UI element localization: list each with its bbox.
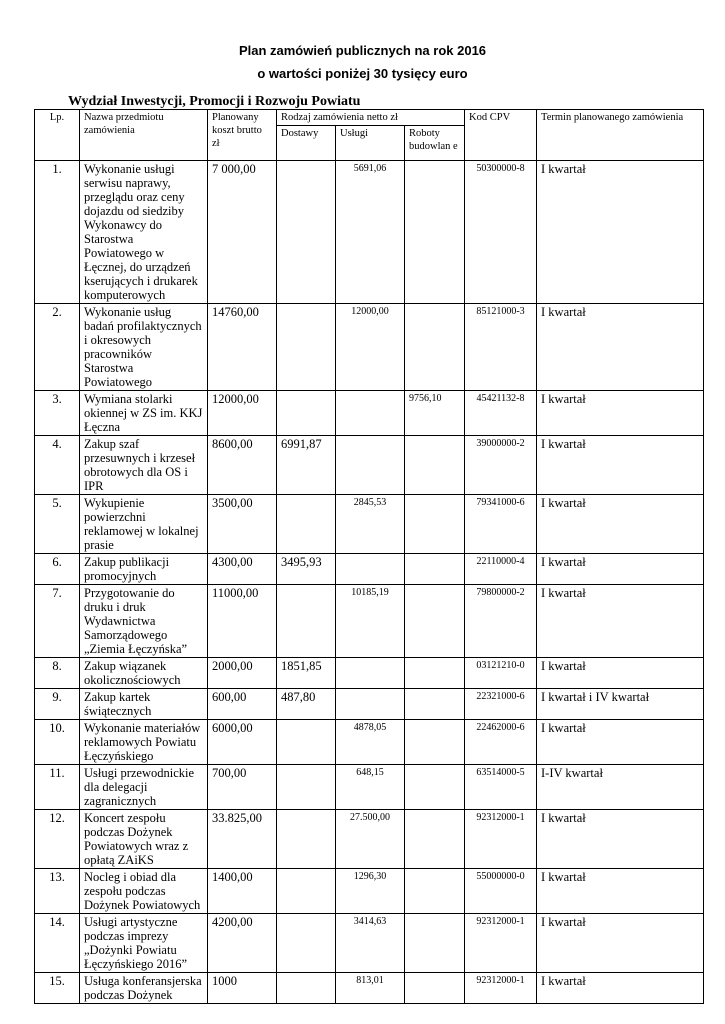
header-services: Usługi	[336, 126, 405, 161]
cell-name: Zakup publikacji promocyjnych	[80, 554, 208, 585]
cell-lp: 10.	[35, 720, 80, 765]
cell-services: 1296,30	[336, 869, 405, 914]
cell-name: Wymiana stolarki okiennej w ZS im. KKJ Łęczna	[80, 391, 208, 436]
table-row	[35, 585, 704, 658]
header-cost: Planowany koszt brutto zł	[208, 110, 277, 161]
cell-services: 27.500,00	[336, 810, 405, 869]
cell-cost: 1400,00	[208, 869, 277, 914]
cell-name: Wykonanie materiałów reklamowych Powiatu Łęczyńskiego	[80, 720, 208, 765]
cell-works	[405, 554, 465, 585]
cell-works	[405, 161, 465, 304]
cell-works	[405, 869, 465, 914]
cell-cost: 2000,00	[208, 658, 277, 689]
document-subtitle: o wartości poniżej 30 tysięcy euro	[257, 66, 468, 81]
cell-name: Zakup kartek świątecznych	[80, 689, 208, 720]
cell-services: 3414,63	[336, 914, 405, 973]
cell-cost: 8600,00	[208, 436, 277, 495]
cell-name: Przygotowanie do druku i druk Wydawnictwa Samorządowego „Ziemia Łęczyńska”	[80, 585, 208, 658]
cell-term: I kwartał	[537, 869, 704, 914]
cell-works	[405, 689, 465, 720]
header-term: Termin planowanego zamówienia	[537, 110, 704, 161]
cell-deliveries: 1851,85	[277, 658, 336, 689]
cell-lp: 12.	[35, 810, 80, 869]
cell-cost: 14760,00	[208, 304, 277, 391]
cell-deliveries: 6991,87	[277, 436, 336, 495]
cell-services: 813,01	[336, 973, 405, 1004]
header-lp: Lp.	[35, 110, 80, 161]
cell-works	[405, 658, 465, 689]
cell-term: I kwartał	[537, 914, 704, 973]
table-row	[35, 914, 704, 973]
cell-deliveries	[277, 810, 336, 869]
cell-lp: 15.	[35, 973, 80, 1004]
cell-term: I kwartał	[537, 391, 704, 436]
table-row	[35, 720, 704, 765]
cell-cpv: 50300000-8	[465, 161, 537, 304]
cell-cost: 3500,00	[208, 495, 277, 554]
cell-term: I kwartał	[537, 161, 704, 304]
table-row	[35, 973, 704, 1004]
cell-term: I kwartał	[537, 973, 704, 1004]
cell-services	[336, 391, 405, 436]
cell-cost: 11000,00	[208, 585, 277, 658]
table-row	[35, 304, 704, 391]
header-cpv: Kod CPV	[465, 110, 537, 161]
cell-cpv: 55000000-0	[465, 869, 537, 914]
cell-term: I kwartał	[537, 554, 704, 585]
procurement-plan-table	[34, 109, 704, 1004]
cell-cpv: 92312000-1	[465, 810, 537, 869]
cell-cpv: 22462000-6	[465, 720, 537, 765]
cell-name: Usługi przewodnickie dla delegacji zagranicznych	[80, 765, 208, 810]
cell-cost: 700,00	[208, 765, 277, 810]
cell-lp: 3.	[35, 391, 80, 436]
cell-works	[405, 914, 465, 973]
cell-services	[336, 436, 405, 495]
header-works: Roboty budowlan e	[405, 126, 465, 161]
cell-name: Zakup szaf przesuwnych i krzeseł obrotowych dla OS i IPR	[80, 436, 208, 495]
cell-cpv: 79341000-6	[465, 495, 537, 554]
cell-works	[405, 973, 465, 1004]
cell-services: 4878,05	[336, 720, 405, 765]
cell-deliveries	[277, 585, 336, 658]
cell-cpv: 85121000-3	[465, 304, 537, 391]
cell-services	[336, 689, 405, 720]
table-row	[35, 161, 704, 304]
table-row	[35, 554, 704, 585]
table-row	[35, 765, 704, 810]
cell-term: I-IV kwartał	[537, 765, 704, 810]
cell-name: Usługa konferansjerska podczas Dożynek	[80, 973, 208, 1004]
cell-deliveries	[277, 391, 336, 436]
cell-lp: 8.	[35, 658, 80, 689]
cell-services: 648,15	[336, 765, 405, 810]
cell-services: 2845,53	[336, 495, 405, 554]
cell-cpv: 45421132-8	[465, 391, 537, 436]
cell-term: I kwartał	[537, 436, 704, 495]
cell-cost: 12000,00	[208, 391, 277, 436]
cell-works	[405, 495, 465, 554]
cell-name: Wykonanie usług badań profilaktycznych i okresowych pracowników Starostwa Powiatowego	[80, 304, 208, 391]
cell-lp: 2.	[35, 304, 80, 391]
cell-deliveries	[277, 720, 336, 765]
cell-term: I kwartał	[537, 810, 704, 869]
cell-lp: 4.	[35, 436, 80, 495]
header-name: Nazwa przedmiotu zamówienia	[80, 110, 208, 161]
cell-works	[405, 765, 465, 810]
document-title: Plan zamówień publicznych na rok 2016	[238, 43, 487, 58]
cell-cpv: 03121210-0	[465, 658, 537, 689]
cell-name: Wykupienie powierzchni reklamowej w lokalnej prasie	[80, 495, 208, 554]
cell-deliveries	[277, 161, 336, 304]
cell-lp: 7.	[35, 585, 80, 658]
cell-works	[405, 585, 465, 658]
cell-deliveries	[277, 973, 336, 1004]
cell-cpv: 39000000-2	[465, 436, 537, 495]
cell-services	[336, 658, 405, 689]
cell-services: 12000,00	[336, 304, 405, 391]
department-heading: Wydział Inwestycji, Promocji i Rozwoju Powiatu	[68, 94, 361, 109]
cell-lp: 11.	[35, 765, 80, 810]
cell-lp: 9.	[35, 689, 80, 720]
cell-name: Wykonanie usługi serwisu naprawy, przeglądu oraz ceny dojazdu od siedziby Wykonawcy do Starostwa Powiatowego w Łęcznej, do urządzeń kserujących i drukarek komputerowych	[80, 161, 208, 304]
cell-cost: 4200,00	[208, 914, 277, 973]
cell-term: I kwartał i IV kwartał	[537, 689, 704, 720]
cell-term: I kwartał	[537, 585, 704, 658]
table-row	[35, 689, 704, 720]
cell-cost: 7 000,00	[208, 161, 277, 304]
cell-cpv: 22321000-6	[465, 689, 537, 720]
cell-deliveries	[277, 914, 336, 973]
cell-deliveries	[277, 765, 336, 810]
table-row	[35, 436, 704, 495]
cell-services: 10185,19	[336, 585, 405, 658]
cell-services	[336, 554, 405, 585]
cell-cpv: 22110000-4	[465, 554, 537, 585]
cell-cost: 33.825,00	[208, 810, 277, 869]
cell-lp: 5.	[35, 495, 80, 554]
cell-cpv: 92312000-1	[465, 914, 537, 973]
cell-cost: 1000	[208, 973, 277, 1004]
table-row	[35, 810, 704, 869]
cell-lp: 1.	[35, 161, 80, 304]
table-row	[35, 391, 704, 436]
cell-term: I kwartał	[537, 658, 704, 689]
cell-name: Nocleg i obiad dla zespołu podczas Dożynek Powiatowych	[80, 869, 208, 914]
cell-cpv: 63514000-5	[465, 765, 537, 810]
cell-lp: 14.	[35, 914, 80, 973]
cell-lp: 6.	[35, 554, 80, 585]
header-deliveries: Dostawy	[277, 126, 336, 161]
header-type-group: Rodzaj zamówienia netto zł	[277, 110, 465, 126]
cell-cpv: 79800000-2	[465, 585, 537, 658]
cell-deliveries	[277, 869, 336, 914]
cell-works	[405, 304, 465, 391]
cell-works: 9756,10	[405, 391, 465, 436]
cell-name: Zakup wiązanek okolicznościowych	[80, 658, 208, 689]
table-row	[35, 869, 704, 914]
cell-term: I kwartał	[537, 720, 704, 765]
cell-services: 5691,06	[336, 161, 405, 304]
cell-works	[405, 720, 465, 765]
table-row	[35, 658, 704, 689]
cell-cpv: 92312000-1	[465, 973, 537, 1004]
cell-cost: 6000,00	[208, 720, 277, 765]
cell-deliveries: 3495,93	[277, 554, 336, 585]
cell-name: Usługi artystyczne podczas imprezy „Dożynki Powiatu Łęczyńskiego 2016”	[80, 914, 208, 973]
cell-term: I kwartał	[537, 304, 704, 391]
cell-lp: 13.	[35, 869, 80, 914]
cell-name: Koncert zespołu podczas Dożynek Powiatowych wraz z opłatą ZAiKS	[80, 810, 208, 869]
cell-works	[405, 436, 465, 495]
table-row	[35, 495, 704, 554]
cell-term: I kwartał	[537, 495, 704, 554]
cell-cost: 4300,00	[208, 554, 277, 585]
cell-cost: 600,00	[208, 689, 277, 720]
cell-deliveries: 487,80	[277, 689, 336, 720]
cell-deliveries	[277, 304, 336, 391]
cell-deliveries	[277, 495, 336, 554]
cell-works	[405, 810, 465, 869]
